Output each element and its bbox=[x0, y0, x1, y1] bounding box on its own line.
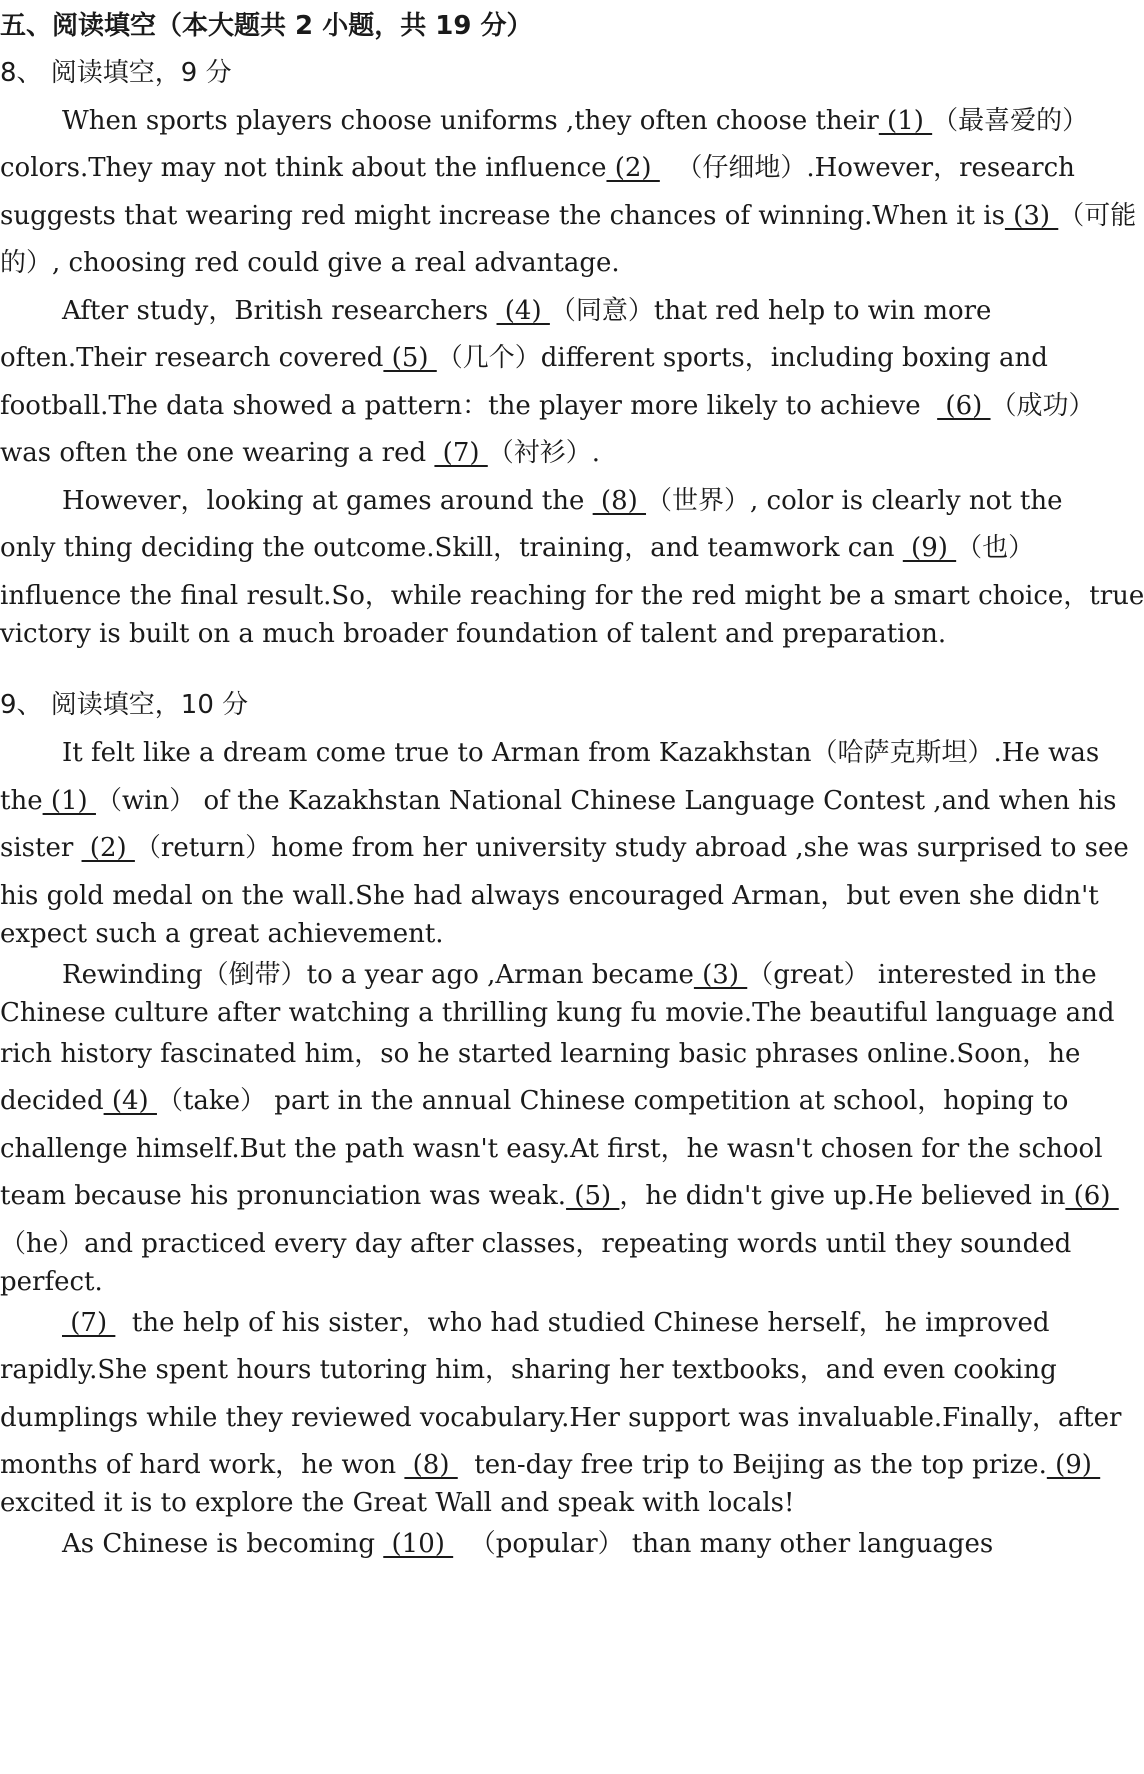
passage-line bbox=[0, 917, 1080, 951]
passage-text: different sports，including boxing and bbox=[540, 343, 1048, 373]
passage-text: （win） of the Kazakhstan National Chinese Language Contest ,and when his bbox=[95, 786, 1117, 816]
passage-text: victory is built on a much broader foundation of talent and preparation. bbox=[0, 619, 947, 649]
passage-line bbox=[0, 579, 1144, 613]
passage-text: ，he didn't give up.He believed in bbox=[619, 1181, 1066, 1211]
chinese-hint: （最喜爱的） bbox=[932, 106, 1089, 136]
answer-blank[interactable]: (1) bbox=[878, 106, 933, 136]
passage-text: the help of his sister，who had studied Chinese herself，he improved bbox=[115, 1308, 1050, 1338]
answer-blank[interactable]: (7) bbox=[434, 438, 488, 468]
passage-text: Rewinding bbox=[62, 960, 203, 990]
passage-line bbox=[62, 294, 1080, 328]
passage-text: （take） part in the annual Chinese competition at school，hoping to bbox=[156, 1086, 1069, 1116]
chinese-hint: 的） bbox=[0, 248, 53, 278]
passage-line bbox=[0, 389, 1095, 423]
answer-blank[interactable]: (1) bbox=[42, 786, 96, 816]
section-title: 五、阅读填空（本大题共 2 小题，共 19 分） bbox=[0, 11, 533, 41]
answer-blank[interactable]: (7) bbox=[62, 1308, 116, 1338]
passage-text: challenge himself.But the path wasn't easy.At first，he wasn't chosen for the school bbox=[0, 1134, 1103, 1164]
answer-blank[interactable]: (6) bbox=[937, 391, 991, 421]
passage-line bbox=[0, 1132, 1103, 1166]
passage-text: was often the one wearing a red bbox=[0, 438, 435, 468]
answer-blank[interactable]: (5) bbox=[383, 343, 437, 373]
passage-text: （popular） than many other languages bbox=[453, 1529, 994, 1559]
passage-text: only thing deciding the outcome.Skill，training，and teamwork can bbox=[0, 533, 903, 563]
passage-text: Chinese culture after watching a thrilling kung fu movie.The beautiful language and bbox=[0, 998, 1115, 1028]
passage-line bbox=[0, 1353, 1080, 1387]
chinese-hint: （几个） bbox=[436, 343, 541, 373]
passage-line bbox=[0, 436, 1080, 470]
passage-text: influence the final result.So，while reaching for the red might be a smart choice，true bbox=[0, 581, 1144, 611]
passage-line bbox=[62, 1306, 1080, 1340]
answer-blank[interactable]: (5) bbox=[566, 1181, 620, 1211]
passage-text: team because his pronunciation was weak. bbox=[0, 1181, 567, 1211]
chinese-hint: （成功） bbox=[990, 391, 1095, 421]
passage-text: that red help to win more bbox=[653, 296, 992, 326]
answer-blank[interactable]: (8) bbox=[592, 486, 647, 516]
passage-text: , color is clearly not the bbox=[750, 486, 1063, 516]
passage-line bbox=[62, 104, 1089, 138]
chinese-hint: （世界） bbox=[646, 486, 751, 516]
passage-text: sister bbox=[0, 833, 82, 863]
passage-line bbox=[0, 784, 1117, 818]
chinese-hint: （倒带） bbox=[202, 960, 307, 990]
passage-line bbox=[0, 246, 1080, 280]
answer-blank[interactable]: (9) bbox=[902, 533, 957, 563]
passage-text: （great） interested in the bbox=[747, 960, 1097, 990]
answer-blank[interactable]: (6) bbox=[1065, 1181, 1119, 1211]
answer-blank[interactable]: (2) bbox=[81, 833, 135, 863]
passage-line bbox=[0, 531, 1080, 565]
passage-text: When sports players choose uniforms ,they often choose their bbox=[62, 106, 879, 136]
passage-text: excited it is to explore the Great Wall and speak with locals! bbox=[0, 1488, 795, 1518]
passage-line bbox=[0, 1448, 1101, 1482]
passage-line bbox=[0, 879, 1099, 913]
passage-text: . bbox=[591, 438, 601, 468]
chinese-hint: （可能 bbox=[1058, 201, 1137, 231]
passage-text: However，looking at games around the bbox=[62, 486, 593, 516]
passage-line bbox=[62, 484, 1080, 518]
passage-text: the bbox=[0, 786, 43, 816]
answer-blank[interactable]: (10) bbox=[383, 1529, 454, 1559]
question-9-heading: 9、 阅读填空，10 分 bbox=[0, 690, 249, 720]
passage-text: expect such a great achievement. bbox=[0, 919, 444, 949]
passage-text: football.The data showed a pattern：the player more likely to achieve bbox=[0, 391, 938, 421]
passage-text: （he）and practiced every day after classes，repeating words until they sounded bbox=[0, 1229, 1072, 1259]
passage-text: dumplings while they reviewed vocabulary.Her support was invaluable.Finally，after bbox=[0, 1403, 1122, 1433]
passage-text: colors.They may not think about the influence bbox=[0, 153, 607, 183]
passage-line bbox=[0, 151, 1080, 185]
chinese-hint: （仔细地） bbox=[659, 153, 807, 183]
passage-text: rapidly.She spent hours tutoring him，sharing her textbooks，and even cooking bbox=[0, 1355, 1057, 1385]
passage-line bbox=[62, 1527, 1080, 1561]
passage-line bbox=[0, 1265, 1080, 1299]
passage-text: After study，British researchers bbox=[62, 296, 497, 326]
passage-text: decided bbox=[0, 1086, 104, 1116]
answer-blank[interactable]: (2) bbox=[606, 153, 660, 183]
passage-text: months of hard work，he won bbox=[0, 1450, 405, 1480]
passage-line bbox=[0, 199, 1137, 233]
answer-blank[interactable]: (4) bbox=[103, 1086, 157, 1116]
passage-text: .He was bbox=[993, 738, 1100, 768]
answer-blank[interactable]: (3) bbox=[1004, 201, 1059, 231]
passage-line bbox=[0, 831, 1129, 865]
question-8-heading: 8、 阅读填空，9 分 bbox=[0, 58, 232, 88]
passage-line bbox=[0, 1037, 1080, 1071]
chinese-hint: （哈萨克斯坦） bbox=[811, 738, 994, 768]
passage-text: to a year ago ,Arman became bbox=[306, 960, 694, 990]
passage-line bbox=[0, 1486, 1080, 1520]
chinese-hint: （衬衫） bbox=[487, 438, 592, 468]
passage-line bbox=[0, 617, 1080, 651]
answer-blank[interactable]: (3) bbox=[693, 960, 748, 990]
passage-text: , choosing red could give a real advantage. bbox=[52, 248, 620, 278]
passage-line bbox=[0, 1179, 1119, 1213]
passage-line bbox=[0, 341, 1080, 375]
answer-blank[interactable]: (4) bbox=[496, 296, 550, 326]
passage-line bbox=[0, 1227, 1080, 1261]
passage-text: （return）home from her university study abroad ,she was surprised to see bbox=[134, 833, 1129, 863]
answer-blank[interactable]: (9) bbox=[1046, 1450, 1101, 1480]
passage-line bbox=[0, 1401, 1122, 1435]
passage-line bbox=[62, 736, 1100, 770]
passage-line bbox=[62, 958, 1097, 992]
passage-text: It felt like a dream come true to Arman from Kazakhstan bbox=[62, 738, 812, 768]
passage-text: suggests that wearing red might increase the chances of winning.When it is bbox=[0, 201, 1005, 231]
passage-text: .However，research bbox=[806, 153, 1075, 183]
passage-text: his gold medal on the wall.She had always encouraged Arman，but even she didn't bbox=[0, 881, 1099, 911]
passage-line bbox=[0, 1084, 1080, 1118]
passage-text: often.Their research covered bbox=[0, 343, 384, 373]
answer-blank[interactable]: (8) bbox=[404, 1450, 458, 1480]
chinese-hint: （同意） bbox=[549, 296, 654, 326]
passage-text: perfect. bbox=[0, 1267, 103, 1297]
passage-text: ten-day free trip to Beijing as the top prize. bbox=[457, 1450, 1047, 1480]
passage-text: rich history fascinated him，so he started learning basic phrases online.Soon，he bbox=[0, 1039, 1081, 1069]
chinese-hint: （也） bbox=[956, 533, 1035, 563]
passage-text: As Chinese is becoming bbox=[62, 1529, 384, 1559]
passage-line bbox=[0, 996, 1115, 1030]
